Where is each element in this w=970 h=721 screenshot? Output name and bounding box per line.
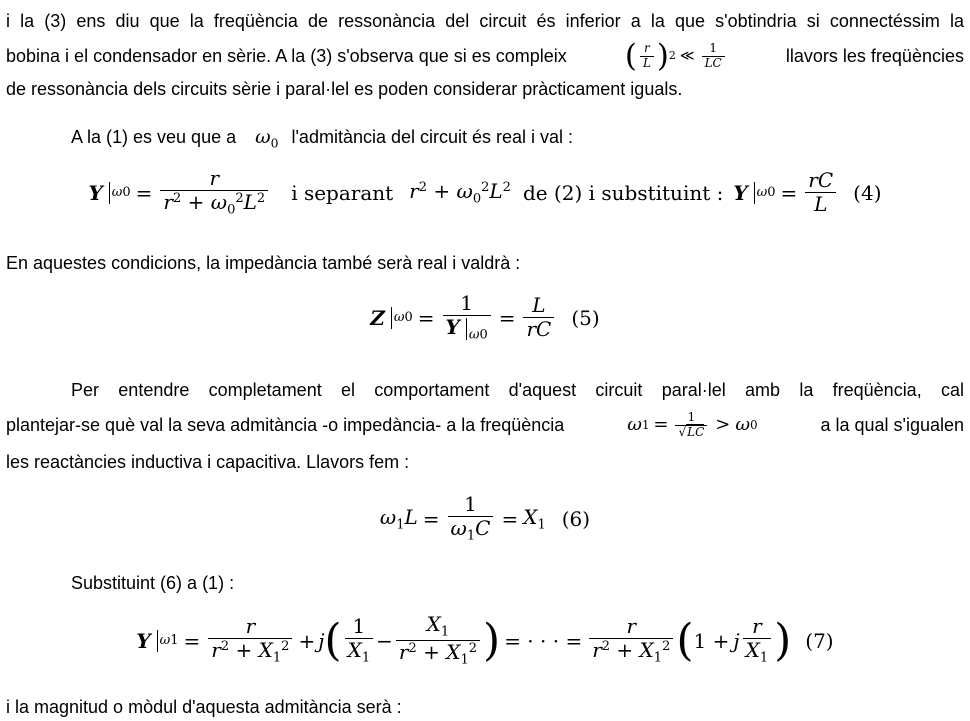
paragraph-1-line-1: i la (3) ens diu que la freqüència de ressonància del circuit és inferior a la que s'obtindria si connectéssim la: [6, 11, 964, 31]
paragraph-3-line: En aquestes condicions, la impedància també serà real i valdrà :: [6, 253, 521, 273]
equation-7: Y ω1 = $\frac{r}{r^2 + X_1^2}$ + j ( $\frac{1}{X_1}$ − $\frac{X_1}{r^2 + X_1^2}$ ) = · · · = $\frac{r}{r^2 + X_1^2}$ ( 1 + j $\frac{r}{X_1}$ ) (7): [136, 612, 834, 669]
equation-7-number: (7): [805, 628, 834, 653]
equation-6: $\omega_1L$ = $\frac{1}{\omega_1C}$ = $X_1$ (6): [379, 492, 591, 544]
paragraph-2-line: [71, 125, 573, 155]
omega-0-symbol: $\omega_0$: [255, 126, 279, 151]
eq-4-substituint-text: de (2) i substituint :: [522, 180, 724, 205]
eq-4-separant-text: i separant: [291, 180, 394, 205]
paragraph-1-line-3: de ressonància dels circuits sèrie i paral·lel es poden considerar pràcticament iguals.: [6, 79, 683, 99]
paragraph-1-line-2-start: bobina i el condensador en sèrie. A la (3) s'observa que si es compleix: [6, 46, 567, 67]
condition-formula: ( $\frac{r}{L}$ ) 2 ≪ $\frac{1}{LC}$: [625, 42, 728, 71]
paragraph-4-line-1: Per entendre completament el comportament d'aquest circuit paral·lel amb la freqüència, cal: [71, 380, 964, 400]
equation-5-number: (5): [571, 305, 600, 330]
equation-5: Z ω0 = $\frac{1}{Y _{\omega 0}}$ = $\frac{L}{rC}$ (5): [370, 291, 600, 343]
paragraph-6-line: i la magnitud o mòdul d'aquesta admitància serà :: [6, 697, 402, 717]
paragraph-5-line: Substituint (6) a (1) :: [71, 573, 235, 593]
paragraph-2-end: l'admitància del circuit és real i val :: [291, 127, 574, 147]
equation-6-number: (6): [561, 506, 591, 531]
equation-4: Y ω0 = $\frac{r}{r^2 + \omega_0^2L^2}$ i separant $r^2 + \omega_0^2L^2$ de (2) i substituint : Y ω0 = $\frac{rC}{L}$ (4): [88, 166, 882, 218]
paragraph-1-line-2: [6, 37, 964, 74]
paragraph-4-line-2-end: a la qual s'igualen: [820, 415, 964, 436]
paragraph-4-line-2: [6, 411, 964, 440]
paragraph-4-line-3: les reactàncies inductiva i capacitiva. Llavors fem :: [6, 452, 410, 472]
omega-1-formula: ω 1 = $\frac{1}{√LC}$ > ω 0: [627, 410, 758, 439]
paragraph-2-start: A la (1) es veu que a: [71, 127, 237, 147]
paragraph-4-line-2-start: plantejar-se què val la seva admitància -o impedància- a la freqüència: [6, 415, 565, 436]
paragraph-1-line-2-end: llavors les freqüències: [785, 46, 964, 67]
equation-4-number: (4): [853, 180, 882, 205]
